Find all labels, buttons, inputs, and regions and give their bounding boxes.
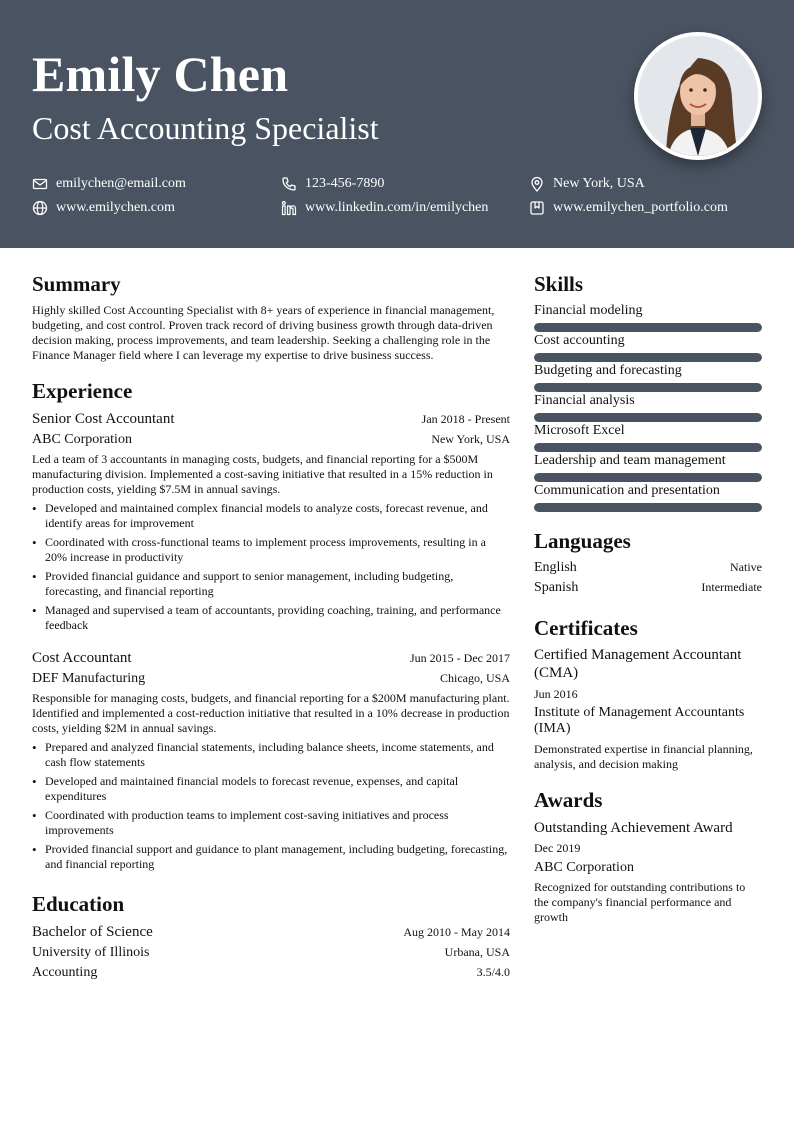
- list-item: • Provided financial guidance and support to senior management, including budgeting, forecasting, and financial reporting: [32, 569, 510, 599]
- skill-bar: [534, 473, 762, 482]
- list-item: • Prepared and analyzed financial statements, including balance sheets, income statements, and cash flow statements: [32, 740, 510, 770]
- job-2-location: Chicago, USA: [440, 671, 510, 685]
- contact-website[interactable]: [32, 199, 175, 217]
- summary-heading: Summary: [32, 272, 121, 296]
- award-description: Recognized for outstanding contributions to the company's financial performance and growth: [534, 880, 746, 924]
- contact-portfolio-text: www.emilychen_portfolio.com: [553, 200, 728, 215]
- skill-label: Leadership and team management: [534, 453, 726, 468]
- phone-icon: [281, 176, 297, 192]
- education-row-1: [32, 922, 510, 942]
- job-1-role: Senior Cost Accountant: [32, 411, 175, 427]
- certificates-heading: Certificates: [534, 616, 638, 640]
- skill-label: Cost accounting: [534, 333, 625, 348]
- job-2-description: Responsible for managing costs, budgets, and financial reporting for a $200M manufacturing plant. Identified and implemented a cost-reduction initiative that resulted in a 10% decrease in production costs, yielding $2M in annual savings.: [32, 691, 510, 735]
- education-gpa: 3.5/4.0: [476, 965, 510, 979]
- language-level: Native: [730, 560, 762, 574]
- contact-website-text: www.emilychen.com: [56, 200, 175, 215]
- education-degree: Bachelor of Science: [32, 924, 153, 940]
- skill-bar-fill: [534, 503, 762, 512]
- job-1-bullets: [32, 501, 510, 637]
- language-row: [534, 578, 762, 598]
- awards-heading: Awards: [534, 788, 603, 812]
- skill-bar-fill: [534, 323, 762, 332]
- contact-linkedin[interactable]: [281, 199, 488, 217]
- education-row-2: [32, 943, 510, 963]
- job-1-subheader: [32, 430, 510, 450]
- award-date: Dec 2019: [534, 841, 581, 855]
- job-2-subheader: [32, 669, 510, 689]
- skill-label: Communication and presentation: [534, 483, 720, 498]
- skill-bar: [534, 323, 762, 332]
- list-item: • Managed and supervised a team of accountants, providing coaching, training, and performance feedback: [32, 603, 510, 633]
- candidate-name: Emily Chen: [32, 46, 289, 102]
- award-issuer: ABC Corporation: [534, 860, 634, 875]
- job-1-header: [32, 409, 510, 429]
- list-item: • Coordinated with cross-functional teams to implement process improvements, resulting in a 20% increase in productivity: [32, 535, 510, 565]
- contact-email-text: emilychen@email.com: [56, 176, 186, 191]
- skill-bar: [534, 353, 762, 362]
- job-1-company: ABC Corporation: [32, 432, 132, 447]
- job-2-role: Cost Accountant: [32, 650, 132, 666]
- skills-heading: Skills: [534, 272, 584, 296]
- candidate-title: Cost Accounting Specialist: [32, 110, 379, 146]
- job-1-description: Led a team of 3 accountants in managing costs, budgets, and financial reporting for a $500M manufacturing division. Implemented a cost-saving initiative that resulted in a 15% reduction in production costs, yielding $7.5M in annual savings.: [32, 452, 493, 496]
- languages-heading: Languages: [534, 529, 631, 553]
- skill-label: Budgeting and forecasting: [534, 363, 682, 378]
- skill-label: Financial analysis: [534, 393, 635, 408]
- certificate-date: Jun 2016: [534, 687, 578, 701]
- envelope-icon: [32, 176, 48, 192]
- job-2-bullets: [32, 740, 510, 876]
- skill-bar-fill: [534, 383, 762, 392]
- job-2-dates: Jun 2015 - Dec 2017: [410, 651, 510, 665]
- contact-phone[interactable]: [281, 175, 384, 193]
- job-2-header: [32, 648, 510, 668]
- skill-bar: [534, 383, 762, 392]
- contact-linkedin-text: www.linkedin.com/in/emilychen: [305, 200, 489, 215]
- experience-heading: Experience: [32, 379, 133, 403]
- award-name: Outstanding Achievement Award: [534, 820, 733, 836]
- linkedin-icon: [281, 200, 297, 216]
- certificate-name: Certified Management Accountant (CMA): [534, 647, 742, 681]
- list-item: • Coordinated with production teams to implement cost-saving initiatives and process improvements: [32, 808, 510, 838]
- list-item: • Developed and maintained complex financial models to analyze costs, forecast revenue, and identify areas for improvement: [32, 501, 510, 531]
- education-heading: Education: [32, 892, 125, 916]
- skill-bar-fill: [534, 443, 762, 452]
- contact-phone-text: 123-456-7890: [305, 176, 385, 191]
- skill-bar: [534, 413, 762, 422]
- skill-bar: [534, 503, 762, 512]
- skill-bar-fill: [534, 473, 762, 482]
- language-name: English: [534, 560, 577, 575]
- contact-location-text: New York, USA: [553, 176, 645, 191]
- language-name: Spanish: [534, 580, 579, 595]
- profile-photo: [634, 32, 762, 160]
- job-2-company: DEF Manufacturing: [32, 671, 146, 686]
- education-row-3: [32, 963, 510, 983]
- bookmark-icon: [529, 200, 545, 216]
- job-1-location: New York, USA: [431, 432, 510, 446]
- globe-icon: [32, 200, 48, 216]
- contact-portfolio[interactable]: [529, 199, 728, 217]
- contact-location: [529, 175, 645, 193]
- education-field: Accounting: [32, 965, 98, 980]
- certificate-issuer: Institute of Management Accountants (IMA): [534, 705, 745, 736]
- list-item: • Provided financial support and guidance to plant management, including budgeting, forecasting, and financial reporting: [32, 842, 510, 872]
- contact-email[interactable]: [32, 175, 186, 193]
- education-school: University of Illinois: [32, 945, 150, 960]
- skill-bar: [534, 443, 762, 452]
- language-row: [534, 558, 762, 578]
- job-1-dates: Jan 2018 - Present: [421, 412, 510, 426]
- skill-label: Financial modeling: [534, 303, 643, 318]
- education-dates: Aug 2010 - May 2014: [403, 925, 510, 939]
- skill-bar-fill: [534, 413, 762, 422]
- summary-text: Highly skilled Cost Accounting Specialist with 8+ years of experience in financial management, budgeting, and cost control. Proven track record of driving business growth through data-driven decision making, process improvements, and team leadership. Seeking a challenging role in the Finance Manager field where I can leverage my expertise to drive business success.: [32, 303, 495, 362]
- skill-bar-fill: [534, 353, 762, 362]
- language-level: Intermediate: [701, 580, 762, 594]
- skill-label: Microsoft Excel: [534, 423, 625, 438]
- resume-header: [0, 0, 794, 248]
- certificate-description: Demonstrated expertise in financial planning, analysis, and decision making: [534, 742, 753, 771]
- map-pin-icon: [529, 176, 545, 192]
- list-item: • Developed and maintained financial models to forecast revenue, expenses, and capital expenditures: [32, 774, 510, 804]
- education-location: Urbana, USA: [444, 945, 510, 959]
